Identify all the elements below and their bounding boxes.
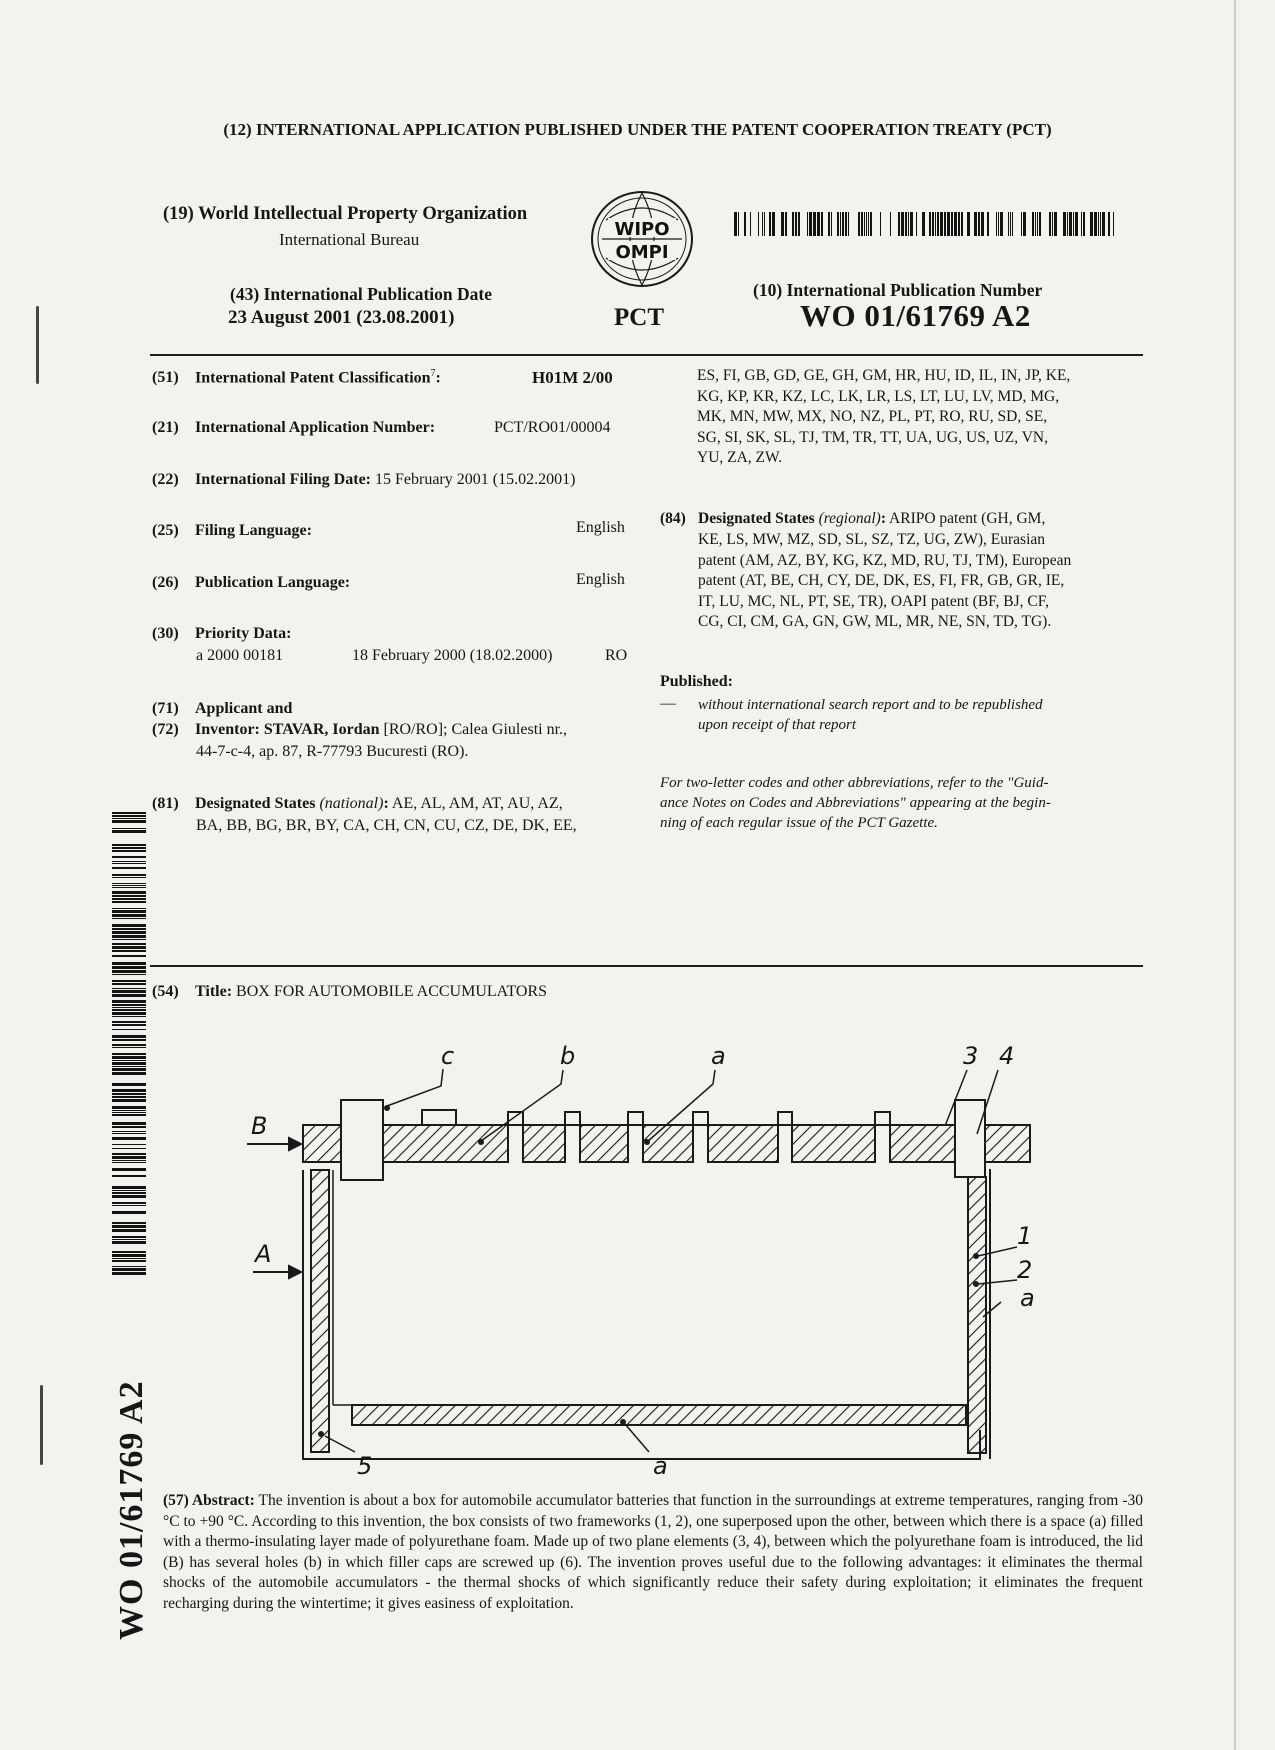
publication-date-label: (43) International Publication Date	[230, 284, 493, 304]
barcode-bar	[112, 1024, 146, 1026]
barcode-bar	[112, 1007, 146, 1008]
filler-cap	[508, 1112, 523, 1125]
label-2: 2	[1017, 1256, 1033, 1284]
barcode-bar	[1037, 212, 1038, 236]
field-51-classification: (51) International Patent Classification$^7$: H01M 2/00	[152, 368, 613, 387]
barcode-bar	[929, 212, 931, 236]
barcode-bar	[1069, 212, 1072, 236]
label-B: B	[251, 1112, 268, 1140]
label-3: 3	[963, 1042, 979, 1070]
barcode-bar	[112, 812, 146, 814]
field-54-title: (54) Title: BOX FOR AUTOMOBILE ACCUMULATORS	[152, 983, 548, 1000]
barcode-bar	[112, 1126, 146, 1128]
barcode-bar	[1098, 212, 1099, 236]
barcode-bar	[935, 212, 936, 236]
barcode-bar	[112, 980, 146, 982]
barcode-bar	[112, 943, 146, 945]
right-wall	[968, 1177, 986, 1453]
bottom-wall	[352, 1405, 966, 1425]
barcode-bar	[112, 1112, 146, 1113]
vertical-publication-number: WO 01/61769 A2	[113, 1380, 150, 1640]
barcode-bar	[112, 1056, 146, 1059]
barcode-bar	[112, 847, 146, 849]
barcode-bar	[981, 212, 984, 236]
barcode-bar	[112, 990, 146, 993]
label-a-bottom: a	[653, 1452, 668, 1480]
barcode-bar	[898, 212, 900, 236]
barcode-bar	[781, 212, 784, 236]
barcode-bar	[974, 212, 977, 236]
barcode-bar	[112, 1254, 146, 1257]
barcode-bar	[1090, 212, 1093, 236]
barcode-bar	[112, 1062, 146, 1065]
barcode-bar	[112, 815, 146, 817]
barcode-bar	[785, 212, 787, 236]
barcode-bar	[870, 212, 872, 236]
lid-segment	[580, 1125, 628, 1162]
barcode-bar	[937, 212, 939, 236]
publication-number-value: WO 01/61769 A2	[800, 298, 1031, 333]
barcode-bar	[817, 212, 820, 236]
barcode-bar	[112, 887, 146, 888]
field-21-application-number: (21) International Application Number: PCT/RO01/00004	[152, 419, 611, 436]
publication-language-value: English	[576, 571, 625, 588]
barcode-bar	[112, 1066, 146, 1067]
lid-segment	[985, 1125, 1030, 1162]
barcode-bar	[1075, 212, 1078, 236]
barcode-bar	[112, 1131, 146, 1132]
barcode-bar	[112, 861, 146, 862]
barcode-bar	[908, 212, 909, 236]
barcode-bar	[112, 1122, 146, 1125]
barcode-bar	[112, 1268, 146, 1271]
barcode-bar	[112, 891, 146, 894]
barcode-bar	[890, 212, 891, 236]
barcode-bar	[807, 212, 808, 236]
barcode-bar	[112, 883, 146, 884]
lid-segment	[523, 1125, 565, 1162]
barcode-bar	[1054, 212, 1057, 236]
barcode-bar	[1108, 212, 1110, 236]
barcode-bar	[901, 212, 904, 236]
field-25-filing-language: (25) Filing Language: English	[152, 519, 625, 539]
barcode-bar	[112, 1160, 146, 1161]
filler-cap	[693, 1112, 708, 1125]
barcode-bar	[1035, 212, 1036, 236]
barcode-bar	[861, 212, 863, 236]
barcode-bar	[112, 1241, 146, 1244]
barcode-bar	[112, 818, 146, 819]
barcode-bar	[954, 212, 957, 236]
scan-mark-bottom	[40, 1385, 43, 1465]
barcode-bar	[112, 918, 146, 919]
barcode-bar	[798, 212, 800, 236]
box-cross-section-drawing	[215, 1034, 1120, 1484]
barcode-bar	[738, 212, 739, 236]
barcode-bar	[112, 1211, 146, 1214]
barcode-bar	[112, 1168, 146, 1171]
barcode-bar	[112, 877, 146, 878]
barcode-bar	[112, 1205, 146, 1206]
barcode-bar	[1010, 212, 1011, 236]
barcode-bar	[772, 212, 775, 236]
barcode-bar	[112, 1012, 146, 1015]
barcode-bar	[112, 1106, 146, 1109]
barcode-bar	[958, 212, 960, 236]
filler-cap	[565, 1112, 580, 1125]
barcode-bar	[112, 935, 146, 938]
barcode-bar	[961, 212, 963, 236]
barcode-bar	[795, 212, 797, 236]
wipo-logo-icon	[588, 188, 696, 290]
barcode-bar	[112, 844, 146, 846]
barcode-bar	[112, 1021, 146, 1023]
designated-national-line2: BA, BB, BG, BR, BY, CA, CH, CN, CU, CZ, DE, DK, EE,	[196, 817, 577, 834]
barcode-bar	[1008, 212, 1009, 236]
barcode-bar	[112, 1072, 146, 1075]
barcode-bar	[112, 939, 146, 940]
barcode-bar	[1000, 212, 1003, 236]
field-72-inventor: (72) Inventor: STAVAR, Iordan [RO/RO]; Calea Giulesti nr.,	[152, 721, 568, 738]
barcode-bar	[112, 983, 146, 985]
barcode-bar	[112, 1156, 146, 1159]
label-4: 4	[999, 1042, 1015, 1070]
barcode-bar	[112, 820, 146, 823]
barcode-bar	[831, 212, 832, 236]
barcode-bar	[1052, 212, 1053, 236]
field-30-priority-data: (30) Priority Data:	[152, 625, 292, 642]
field-22-filing-date: (22) International Filing Date: 15 February 2001 (15.02.2001)	[152, 471, 576, 488]
lid-segment	[643, 1125, 693, 1162]
barcode-bar	[967, 212, 970, 236]
abstract	[163, 1491, 1143, 1614]
abstract-label: (57) Abstract:	[163, 1492, 255, 1509]
logo-text-top: WIPO	[614, 219, 670, 240]
label-A: A	[255, 1240, 272, 1268]
field-26-publication-language: (26) Publication Language: English	[152, 571, 625, 591]
filler-cap	[422, 1110, 456, 1125]
label-5: 5	[357, 1452, 373, 1480]
barcode-bar	[842, 212, 844, 236]
barcode-bar	[762, 212, 763, 236]
barcode-bar	[112, 908, 146, 909]
label-c: c	[441, 1042, 455, 1070]
field-81-designated-national: (81) Designated States (national): AE, AL, AM, AT, AU, AZ,	[152, 795, 563, 812]
barcode-bar	[112, 898, 146, 900]
barcode-bar	[112, 931, 146, 934]
barcode-bar	[1021, 212, 1022, 236]
publication-barcode	[734, 212, 1114, 236]
inventor-address: 44-7-c-4, ap. 87, R-77793 Bucuresti (RO).	[196, 743, 469, 760]
barcode-bar	[112, 994, 146, 997]
barcode-bar	[1102, 212, 1105, 236]
barcode-bar	[112, 901, 146, 903]
lid-segment	[708, 1125, 778, 1162]
label-1: 1	[1017, 1222, 1033, 1250]
treaty-header: (12) INTERNATIONAL APPLICATION PUBLISHED UNDER THE PATENT COOPERATION TREATY (PCT)	[223, 120, 1052, 139]
barcode-bar	[1049, 212, 1051, 236]
barcode-bar	[112, 1239, 146, 1240]
barcode-bar	[112, 856, 146, 858]
barcode-bar	[837, 212, 839, 236]
barcode-bar	[978, 212, 980, 236]
field-71-applicant: (71) Applicant and	[152, 700, 293, 717]
barcode-bar	[828, 212, 830, 236]
publication-date-value: 23 August 2001 (23.08.2001)	[228, 307, 455, 328]
barcode-bar	[112, 1039, 146, 1041]
barcode-bar	[848, 212, 849, 236]
barcode-bar	[112, 863, 146, 864]
barcode-bar	[905, 212, 907, 236]
barcode-bar	[112, 885, 146, 886]
barcode-bar	[866, 212, 867, 236]
barcode-bar	[947, 212, 950, 236]
header-rule	[150, 354, 1143, 356]
barcode-bar	[112, 1068, 146, 1071]
filing-language-value: English	[576, 519, 625, 536]
barcode-bar	[112, 988, 146, 989]
barcode-bar	[112, 1192, 146, 1194]
barcode-bar	[112, 1099, 146, 1102]
barcode-bar	[112, 1195, 146, 1198]
publication-number-label: (10) International Publication Number	[753, 280, 1043, 300]
pct-mark: PCT	[614, 304, 664, 331]
label-a-right: a	[1020, 1284, 1035, 1312]
barcode-bar	[922, 212, 925, 236]
barcode-bar	[840, 212, 841, 236]
barcode-bar	[112, 1035, 146, 1038]
designated-states-continued: ES, FI, GB, GD, GE, GH, GM, HR, HU, ID, IL, IN, JP, KE, KG, KP, KR, KZ, LC, LK, LR, LS, LT, LU, LV, MD, MG, MK, MN, MW, MX, NO, NZ, PL, PT, RO, RU, SD, SE, SG, SI, SK, SL, TJ, TM, TR, TT, UA, UG, US, UZ, VN, YU, ZA, ZW.	[697, 367, 1071, 466]
barcode-bar	[112, 914, 146, 917]
barcode-bar	[112, 1260, 146, 1262]
barcode-bar	[112, 1258, 146, 1259]
barcode-bar	[112, 1272, 146, 1275]
published-status: without international search report and to be republished upon receipt of that report	[698, 697, 1043, 733]
barcode-bar	[769, 212, 771, 236]
application-number-value: PCT/RO01/00004	[494, 419, 611, 436]
sheet-edge	[1234, 0, 1236, 1750]
barcode-bar	[112, 1190, 146, 1191]
barcode-bar	[112, 1110, 146, 1111]
barcode-bar	[744, 212, 746, 236]
abstract-text: The invention is about a box for automobile accumulator batteries that function in the surroundings at extreme temperatures, ranging from -30 °C to +90 °C. According to this invention, the box consists of two frameworks (1, 2), one superposed upon the other, between which there is a space (a) filled with a thermo-insulating layer made of polyurethane foam. Made up of two plane elements (3, 4), between which the polyurethane foam is introduced, the lid (B) has several holes (b) in which filler caps are screwed up (6). The invention proves useful due to the following advantages: it eliminates the thermal shocks of the automobile accumulators - the thermal shocks of which significantly reduce their safety during exploitation; it eliminates the frequent recharging during the wintertime; it gives easiness of exploitation.	[163, 1492, 1143, 1612]
barcode-bar	[112, 924, 146, 927]
barcode-bar	[112, 1053, 146, 1055]
barcode-bar	[112, 1047, 146, 1048]
barcode-bar	[112, 950, 146, 952]
barcode-bar	[112, 955, 146, 957]
barcode-bar	[112, 1148, 146, 1149]
organization-name: (19) World Intellectual Property Organization	[163, 204, 528, 224]
barcode-bar	[932, 212, 934, 236]
published-dash: —	[660, 695, 676, 712]
barcode-bar	[864, 212, 865, 236]
filler-cap	[628, 1112, 643, 1125]
label-a-top: a	[711, 1042, 726, 1070]
barcode-bar	[1012, 212, 1013, 236]
barcode-bar	[112, 962, 146, 965]
barcode-bar	[112, 928, 146, 930]
barcode-bar	[1067, 212, 1068, 236]
barcode-bar	[112, 1251, 146, 1253]
barcode-bar	[112, 1137, 146, 1140]
barcode-bar	[112, 1083, 146, 1086]
barcode-bar	[758, 212, 759, 236]
left-wall	[311, 1170, 329, 1452]
barcode-bar	[1113, 212, 1114, 236]
barcode-bar	[910, 212, 913, 236]
lid-segment	[383, 1125, 508, 1162]
barcode-bar	[112, 1266, 146, 1267]
barcode-bar	[1081, 212, 1082, 236]
barcode-bar	[112, 1144, 146, 1145]
barcode-bar	[112, 1153, 146, 1155]
barcode-bar	[112, 1133, 146, 1134]
barcode-bar	[1032, 212, 1034, 236]
barcode-bar	[951, 212, 953, 236]
title-rule	[150, 965, 1143, 967]
barcode-bar	[792, 212, 794, 236]
barcode-bar	[1063, 212, 1066, 236]
barcode-bar	[112, 1004, 146, 1006]
barcode-bar	[1100, 212, 1101, 236]
barcode-bar	[750, 212, 751, 236]
barcode-bar	[112, 946, 146, 949]
barcode-bar	[880, 212, 881, 236]
priority-data-row: a 2000 00181 18 February 2000 (18.02.2000) RO	[196, 647, 628, 664]
barcode-bar	[764, 212, 765, 236]
barcode-bar	[112, 1236, 146, 1238]
barcode-bar	[112, 1060, 146, 1061]
barcode-bar	[112, 1114, 146, 1116]
barcode-bar	[1039, 212, 1041, 236]
barcode-bar	[112, 970, 146, 973]
filler-cap	[778, 1112, 792, 1125]
classification-value: H01M 2/00	[532, 368, 613, 387]
barcode-bar	[112, 1162, 146, 1163]
barcode-bar	[112, 1009, 146, 1011]
scan-mark-top	[36, 306, 39, 384]
filler-cap	[875, 1112, 890, 1125]
barcode-bar	[112, 830, 146, 833]
barcode-bar	[940, 212, 943, 236]
barcode-bar	[1073, 212, 1074, 236]
barcode-bar	[845, 212, 847, 236]
barcode-bar	[987, 212, 989, 236]
organization-bureau: International Bureau	[279, 230, 420, 249]
abbreviations-note: For two-letter codes and other abbreviations, refer to the "Guid- ance Notes on Codes and Abbreviations" appearing at the begin- ning of each regular issue of the PCT Gazette.	[660, 775, 1051, 831]
barcode-bar	[112, 1186, 146, 1189]
barcode-bar	[112, 1000, 146, 1003]
barcode-bar	[112, 1202, 146, 1204]
barcode-bar	[112, 1044, 146, 1046]
barcode-bar	[112, 1222, 146, 1224]
barcode-bar	[112, 1016, 146, 1017]
barcode-bar	[112, 867, 146, 869]
label-b: b	[560, 1042, 576, 1070]
barcode-bar	[112, 1229, 146, 1232]
barcode-bar	[112, 874, 146, 876]
barcode-bar	[112, 974, 146, 975]
barcode-bar	[112, 1089, 146, 1092]
designated-regional-lines: KE, LS, MW, MZ, SD, SL, SZ, TZ, UG, ZW), Eurasian patent (AM, AZ, BY, KG, KZ, MD, RU, TJ, TM), European patent (AT, BE, CH, CY, DE, DK, ES, FI, FR, GB, GR, IE, IT, LU, MC, NL, PT, SE, TR), OAPI patent (BF, BJ, CF, CG, CI, CM, GA, GN, GW, ML, MR, NE, SN, TD, TG).	[698, 531, 1072, 630]
barcode-bar	[112, 850, 146, 852]
side-barcode	[112, 812, 146, 1282]
filler-cap	[955, 1100, 985, 1177]
barcode-bar	[996, 212, 997, 236]
barcode-bar	[112, 1225, 146, 1228]
barcode-bar	[944, 212, 946, 236]
barcode-bar	[112, 1175, 146, 1177]
barcode-bar	[112, 895, 146, 897]
lid-segment	[303, 1125, 341, 1162]
barcode-bar	[821, 212, 823, 236]
barcode-bar	[858, 212, 860, 236]
barcode-bar	[112, 1093, 146, 1095]
barcode-bar	[1023, 212, 1026, 236]
barcode-bar	[112, 828, 146, 829]
lid-segment	[890, 1125, 955, 1162]
field-84-designated-regional: (84) Designated States (regional): ARIPO patent (GH, GM,	[660, 510, 1046, 527]
published-label: Published:	[660, 673, 733, 690]
barcode-bar	[112, 1096, 146, 1098]
barcode-bar	[1094, 212, 1097, 236]
barcode-bar	[112, 1029, 146, 1030]
barcode-bar	[112, 910, 146, 913]
barcode-bar	[813, 212, 816, 236]
logo-text-bottom: OMPI	[615, 242, 669, 263]
barcode-bar	[1083, 212, 1085, 236]
barcode-bar	[868, 212, 869, 236]
lid-segment	[792, 1125, 875, 1162]
barcode-bar	[916, 212, 917, 236]
barcode-bar	[998, 212, 999, 236]
barcode-bar	[112, 966, 146, 969]
barcode-bar	[734, 212, 737, 236]
filler-cap	[341, 1100, 383, 1180]
barcode-bar	[809, 212, 812, 236]
